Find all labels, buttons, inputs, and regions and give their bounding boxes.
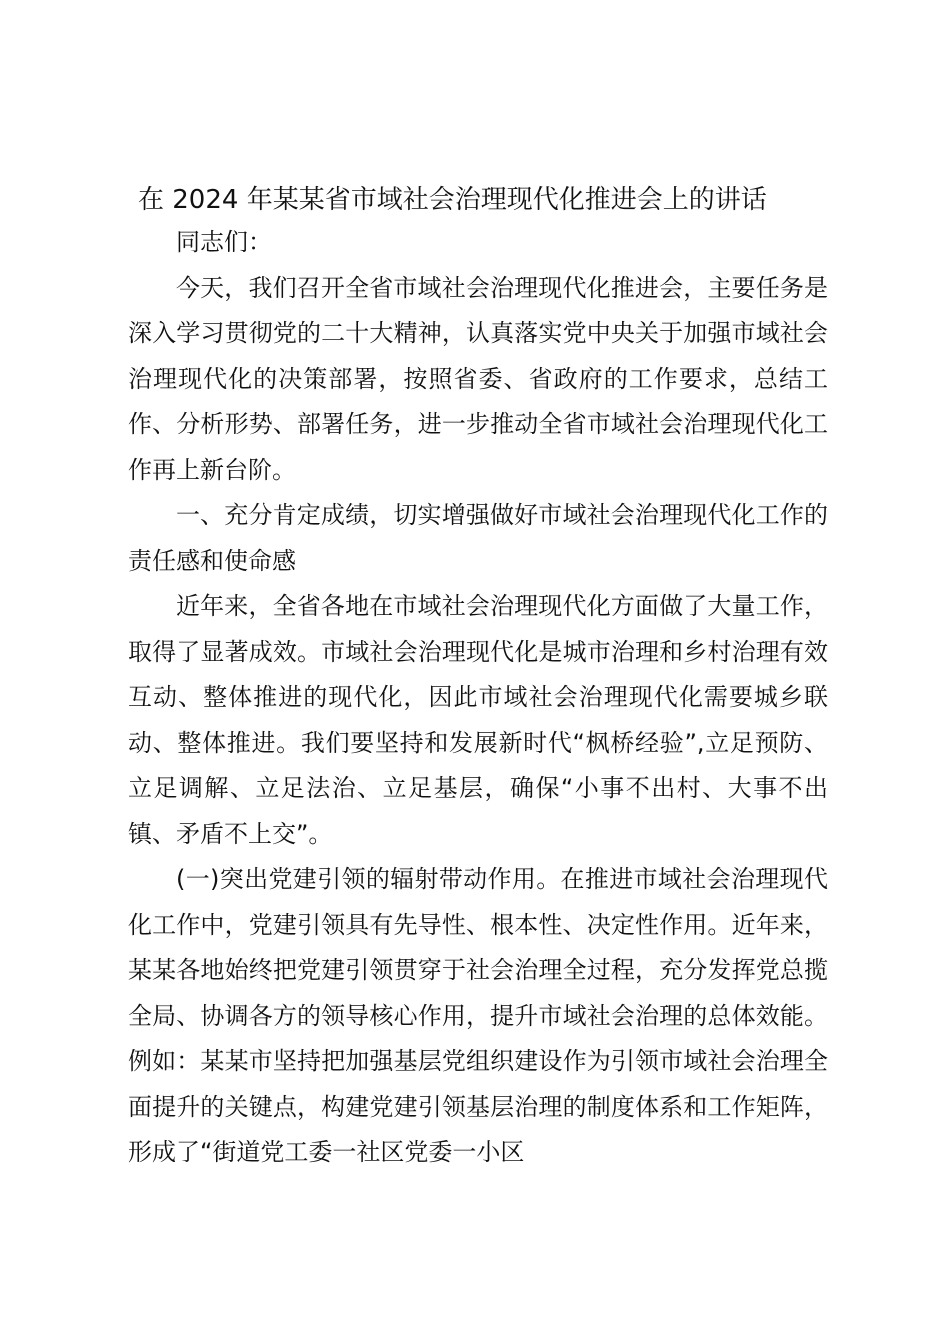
paragraph-intro: 今天，我们召开全省市域社会治理现代化推进会，主要任务是深入学习贯彻党的二十大精神，认真落实党中央关于加强市域社会治理现代化的决策部署，按照省委、省政府的工作要求，总结工作、分析形势、部署任务，进一步推动全省市域社会治理现代化工作再上新台阶。 xyxy=(128,273,828,484)
salutation: 同志们： xyxy=(176,228,272,256)
section-heading-one: 一、充分肯定成绩，切实增强做好市域社会治理现代化工作的责任感和使命感 xyxy=(128,501,828,575)
document-body xyxy=(128,220,828,1176)
document-title: 在 2024 年某某省市域社会治理现代化推进会上的讲话 xyxy=(138,185,767,215)
paragraph-achievements: 近年来，全省各地在市域社会治理现代化方面做了大量工作，取得了显著成效。市域社会治理现代化是城市治理和乡村治理有效互动、整体推进的现代化，因此市域社会治理现代化需要城乡联动、整体推进。我们要坚持和发展新时代“枫桥经验”,立足预防、立足调解、立足法治、立足基层，确保“小事不出村、大事不出镇、矛盾不上交”。 xyxy=(128,592,828,848)
paragraph-party-leadership: (一)突出党建引领的辐射带动作用。在推进市域社会治理现代化工作中，党建引领具有先导性、根本性、决定性作用。近年来，某某各地始终把党建引领贯穿于社会治理全过程，充分发挥党总揽全局、协调各方的领导核心作用，提升市域社会治理的总体效能。例如：某某市坚持把加强基层党组织建设作为引领市域社会治理全面提升的关键点，构建党建引领基层治理的制度体系和工作矩阵，形成了“街道党工委一社区党委一小区 xyxy=(128,865,828,1166)
